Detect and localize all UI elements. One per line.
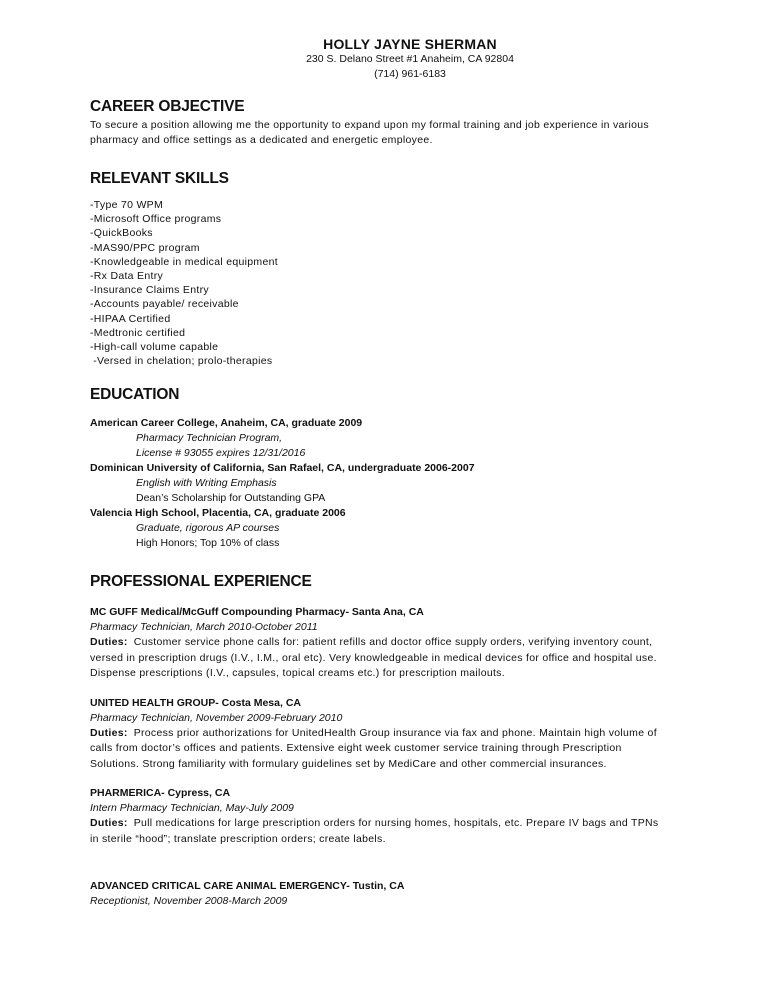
duties-label: Duties: bbox=[90, 636, 128, 649]
job-title: Pharmacy Technician, March 2010-October 2011 bbox=[90, 621, 318, 634]
section-title-experience: PROFESSIONAL EXPERIENCE bbox=[90, 573, 312, 591]
school-name: Dominican University of California, San Rafael, CA, undergraduate 2006-2007 bbox=[90, 462, 475, 475]
job-company: UNITED HEALTH GROUP- Costa Mesa, CA bbox=[90, 696, 301, 709]
skill-item: -Accounts payable/ receivable bbox=[90, 298, 239, 311]
school-name: American Career College, Anaheim, CA, graduate 2009 bbox=[90, 417, 363, 430]
job-company: PHARMERICA- Cypress, CA bbox=[90, 787, 231, 800]
education-detail: Dean’s Scholarship for Outstanding GPA bbox=[136, 492, 326, 505]
section-title-education: EDUCATION bbox=[90, 386, 180, 404]
skill-item: -MAS90/PPC program bbox=[90, 241, 200, 254]
duties-text: Process prior authorizations for UnitedHealth Group insurance via fax and phone. Maintain high volume of calls from doctor’s offices and patients. Extensive eight week customer service training through Prescription Solutions. Strong familiarity with formulary guidelines set by MediCare and other commercial insurances. bbox=[90, 726, 657, 770]
skill-item: -HIPAA Certified bbox=[90, 312, 171, 325]
skill-item: -Versed in chelation; prolo-therapies bbox=[90, 355, 273, 368]
skill-item: -QuickBooks bbox=[90, 227, 153, 240]
job-company: MC GUFF Medical/McGuff Compounding Pharmacy- Santa Ana, CA bbox=[90, 606, 424, 619]
section-title-skills: RELEVANT SKILLS bbox=[90, 170, 229, 187]
education-detail: Graduate, rigorous AP courses bbox=[136, 522, 280, 535]
skill-item: -Insurance Claims Entry bbox=[90, 284, 209, 297]
job-entry bbox=[90, 879, 670, 909]
professional-experience-section bbox=[90, 573, 670, 909]
career-objective-section bbox=[90, 98, 670, 148]
applicant-name: HOLLY JAYNE SHERMAN bbox=[323, 36, 497, 52]
education-entry bbox=[90, 461, 670, 506]
skill-item: -Type 70 WPM bbox=[90, 199, 164, 211]
skill-item: -Microsoft Office programs bbox=[90, 213, 222, 226]
education-list bbox=[90, 416, 670, 551]
section-title-objective: CAREER OBJECTIVE bbox=[90, 98, 245, 115]
job-duties bbox=[90, 816, 670, 847]
education-section bbox=[90, 386, 670, 551]
job-company: ADVANCED CRITICAL CARE ANIMAL EMERGENCY- Tustin, CA bbox=[90, 880, 405, 893]
address: 230 S. Delano Street #1 Anaheim, CA 92804 bbox=[306, 53, 514, 65]
education-entry bbox=[90, 416, 670, 461]
duties-text: Customer service phone calls for: patient refills and doctor office supply orders, verifying inventory count, versed in prescription drugs (I.V., I.M., oral etc). Very knowledgeable in medical devices for office and hospital use. Dispense prescriptions (I.V., capsules, topical creams etc.) for prescription mailouts. bbox=[90, 636, 657, 680]
skill-item: -Knowledgeable in medical equipment bbox=[90, 255, 278, 268]
spacer bbox=[90, 847, 670, 879]
objective-text: To secure a position allowing me the opportunity to expand upon my formal training and job experience in various pharmacy and office settings as a dedicated and energetic employee. bbox=[90, 119, 649, 146]
school-name: Valencia High School, Placentia, CA, graduate 2006 bbox=[90, 507, 346, 520]
education-entry bbox=[90, 506, 670, 551]
job-title: Intern Pharmacy Technician, May-July 2009 bbox=[90, 802, 294, 815]
relevant-skills-section bbox=[90, 170, 670, 368]
job-entry bbox=[90, 605, 670, 682]
job-entry bbox=[90, 786, 670, 847]
resume-header bbox=[90, 36, 670, 82]
duties-text: Pull medications for large prescription orders for nursing homes, hospitals, etc. Prepare IV bags and TPNs in sterile “hood”; translate prescription orders; create labels. bbox=[90, 817, 659, 845]
resume-page bbox=[90, 36, 670, 909]
duties-label: Duties: bbox=[90, 817, 128, 830]
skill-item: -Rx Data Entry bbox=[90, 270, 164, 283]
phone-number: (714) 961-6183 bbox=[374, 68, 446, 80]
education-detail: License # 93055 expires 12/31/2016 bbox=[136, 447, 306, 460]
education-detail: High Honors; Top 10% of class bbox=[136, 537, 280, 550]
skill-item: -Medtronic certified bbox=[90, 326, 186, 339]
job-duties bbox=[90, 635, 670, 682]
education-detail: Pharmacy Technician Program, bbox=[136, 432, 283, 445]
duties-label: Duties: bbox=[90, 726, 128, 739]
job-title: Receptionist, November 2008-March 2009 bbox=[90, 895, 288, 908]
job-duties bbox=[90, 726, 670, 773]
job-title: Pharmacy Technician, November 2009-February 2010 bbox=[90, 711, 343, 724]
education-detail: English with Writing Emphasis bbox=[136, 477, 277, 490]
job-entry bbox=[90, 696, 670, 773]
skill-item: -High-call volume capable bbox=[90, 341, 219, 354]
skills-list bbox=[90, 198, 670, 368]
